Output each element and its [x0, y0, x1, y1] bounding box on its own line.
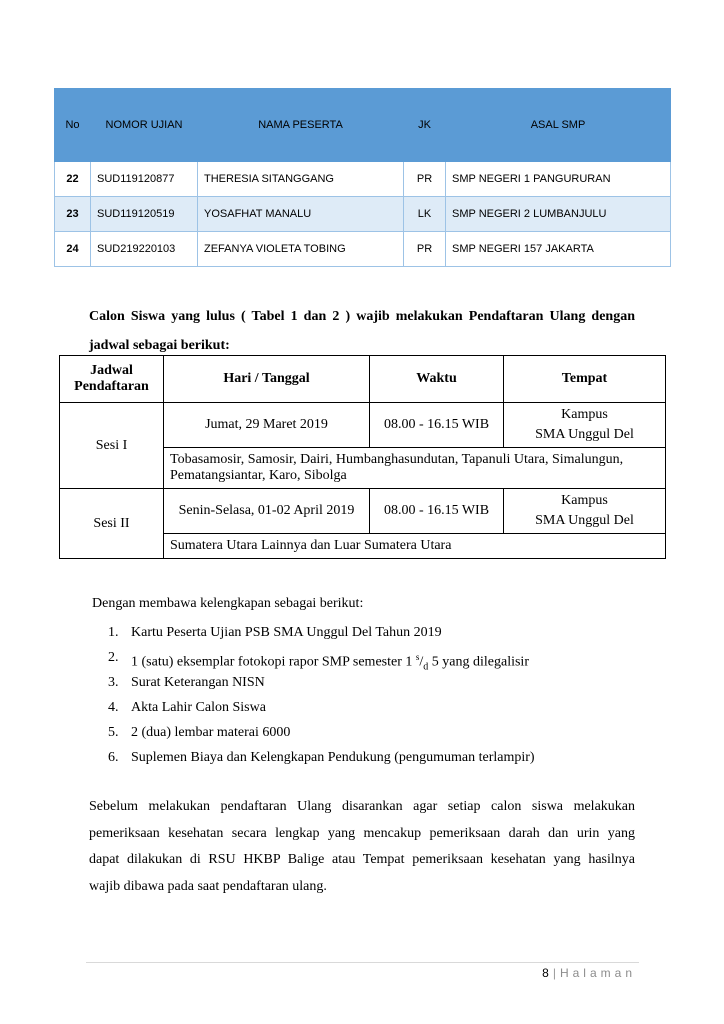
footer-separator: |	[552, 966, 556, 980]
subscript-d: d	[423, 661, 429, 673]
paragraph-line: Sebelum melakukan pendaftaran Ulang disarankan agar setiap calon siswa melakukan	[89, 799, 635, 814]
session-row	[60, 489, 666, 534]
list-number: 3.	[108, 675, 119, 690]
header-waktu: Waktu	[370, 356, 504, 403]
cell-no: 24	[55, 232, 91, 267]
list-text: Kartu Peserta Ujian PSB SMA Unggul Del Tahun 2019	[131, 625, 442, 640]
cell-nama-peserta: ZEFANYA VIOLETA TOBING	[198, 232, 404, 267]
list-text: Suplemen Biaya dan Kelengkapan Pendukung (pengumuman terlampir)	[131, 750, 535, 765]
session-row	[60, 403, 666, 448]
participants-header-row	[55, 89, 671, 162]
cell-asal-smp: SMP NEGERI 157 JAKARTA	[446, 232, 671, 267]
page-number: 8	[542, 966, 549, 980]
list-text: 2 (dua) lembar materai 6000	[131, 725, 291, 740]
paragraph-line: wajib dibawa pada saat pendaftaran ulang.	[89, 878, 327, 894]
cell-no: 22	[55, 162, 91, 197]
paragraph-line: Calon Siswa yang lulus ( Tabel 1 dan 2 ) wajib melakukan Pendaftaran Ulang dengan	[89, 309, 635, 324]
list-text: Surat Keterangan NISN	[131, 675, 265, 690]
list-item	[108, 645, 535, 673]
list-number: 4.	[108, 700, 119, 715]
header-hari-tanggal: Hari / Tanggal	[164, 356, 370, 403]
cell-jk: PR	[404, 162, 446, 197]
header-jadwal-pendaftaran	[60, 356, 164, 403]
requirements-intro: Dengan membawa kelengkapan sebagai berikut:	[92, 596, 364, 611]
session-date: Jumat, 29 Maret 2019	[164, 403, 370, 448]
footer-divider	[86, 962, 639, 963]
cell-no: 23	[55, 197, 91, 232]
list-text	[131, 645, 529, 673]
paragraph-line: pemeriksaan kesehatan secara lengkap yang mencakup pemeriksaan darah dan urin yang	[89, 825, 635, 841]
superscript-s: s	[415, 652, 420, 662]
cell-nama-peserta: THERESIA SITANGGANG	[198, 162, 404, 197]
footer-label: Halaman	[559, 966, 636, 980]
header-asal-smp: ASAL SMP	[446, 89, 671, 162]
header-no: No	[55, 89, 91, 162]
header-nama-peserta: NAMA PESERTA	[198, 89, 404, 162]
cell-nomor-ujian: SUD119120877	[91, 162, 198, 197]
header-jk: JK	[404, 89, 446, 162]
cell-asal-smp: SMP NEGERI 1 PANGURURAN	[446, 162, 671, 197]
cell-nomor-ujian: SUD119120519	[91, 197, 198, 232]
list-number: 6.	[108, 750, 119, 765]
header-tempat: Tempat	[504, 356, 666, 403]
place-line: Kampus	[561, 407, 608, 422]
list-item	[108, 620, 535, 645]
schedule-table	[59, 355, 666, 559]
page-footer	[542, 966, 636, 980]
requirements-list	[108, 620, 535, 770]
header-nomor-ujian: NOMOR UJIAN	[91, 89, 198, 162]
session-regions: Sumatera Utara Lainnya dan Luar Sumatera Utara	[164, 534, 666, 559]
schedule-header-row	[60, 356, 666, 403]
session-name: Sesi I	[60, 403, 164, 489]
cell-asal-smp: SMP NEGERI 2 LUMBANJULU	[446, 197, 671, 232]
place-line: SMA Unggul Del	[535, 427, 634, 442]
place-line: Kampus	[561, 493, 608, 508]
place-line: SMA Unggul Del	[535, 513, 634, 528]
cell-jk: PR	[404, 232, 446, 267]
list-item	[108, 670, 535, 695]
table-row	[55, 162, 671, 197]
list-number: 5.	[108, 725, 119, 740]
session-place	[504, 489, 666, 534]
cell-jk: LK	[404, 197, 446, 232]
list-text-part: 5 yang dilegalisir	[428, 654, 529, 670]
paragraph-line: dapat dilakukan di RSU HKBP Balige atau Tempat pemeriksaan kesehatan yang hasilnya	[89, 852, 635, 867]
health-check-paragraph	[89, 794, 635, 900]
header-jadwal-line: Pendaftaran	[74, 379, 149, 394]
list-item	[108, 745, 535, 770]
list-text-part: 1 (satu) eksemplar fotokopi rapor SMP semester 1	[131, 654, 416, 670]
session-name: Sesi II	[60, 489, 164, 559]
session-regions: Tobasamosir, Samosir, Dairi, Humbanghasundutan, Tapanuli Utara, Simalungun, Pematangsiantar, Karo, Sibolga	[164, 448, 666, 489]
list-text: Akta Lahir Calon Siswa	[131, 700, 266, 715]
paragraph-line: jadwal sebagai berikut:	[89, 338, 230, 353]
list-item	[108, 695, 535, 720]
session-time: 08.00 - 16.15 WIB	[370, 489, 504, 534]
slash: /	[419, 654, 424, 670]
cell-nomor-ujian: SUD219220103	[91, 232, 198, 267]
session-date: Senin-Selasa, 01-02 April 2019	[164, 489, 370, 534]
list-item	[108, 720, 535, 745]
cell-nama-peserta: YOSAFHAT MANALU	[198, 197, 404, 232]
session-place	[504, 403, 666, 448]
list-number: 2.	[108, 650, 119, 665]
list-number: 1.	[108, 625, 119, 640]
registration-intro-paragraph	[89, 302, 635, 360]
session-time: 08.00 - 16.15 WIB	[370, 403, 504, 448]
header-jadwal-line: Jadwal	[90, 363, 133, 378]
participants-table	[54, 88, 671, 267]
table-row	[55, 197, 671, 232]
table-row	[55, 232, 671, 267]
